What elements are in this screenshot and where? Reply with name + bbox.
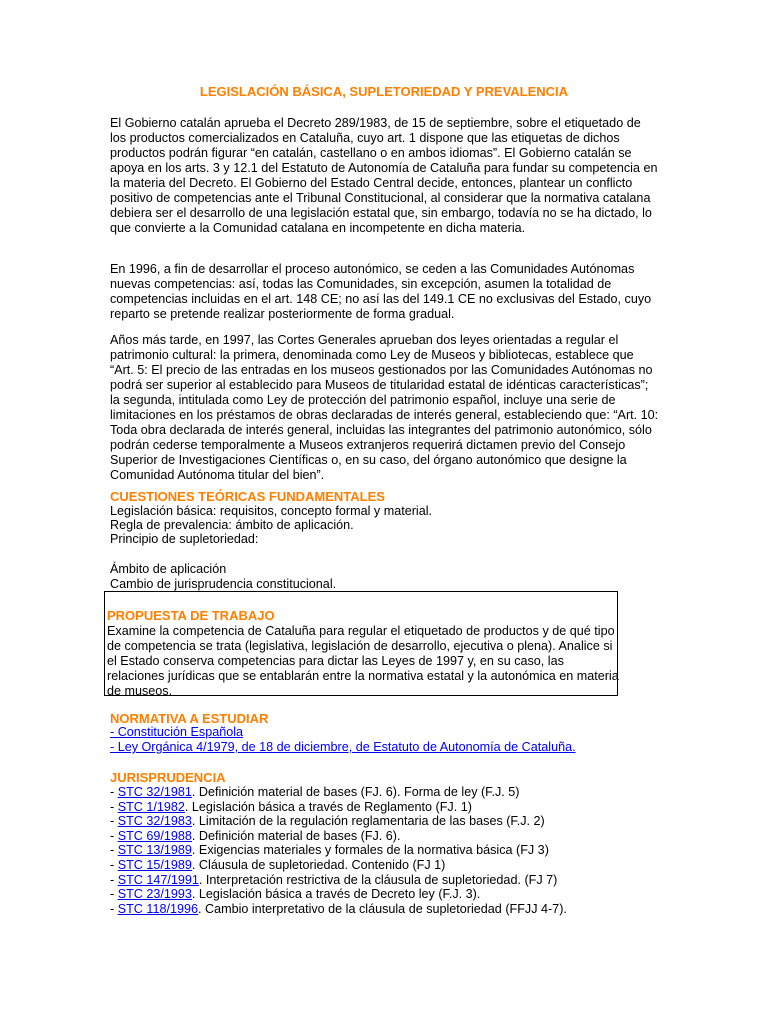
stc-link[interactable]: STC 15/1989 <box>117 857 192 872</box>
list-item <box>110 887 567 902</box>
list-bullet: - <box>110 814 118 829</box>
normativa-link-constitucion[interactable] <box>110 725 243 740</box>
list-item <box>110 873 567 888</box>
stc-link[interactable]: STC 69/1988 <box>117 828 192 843</box>
cuestiones-heading: CUESTIONES TEÓRICAS FUNDAMENTALES <box>110 489 385 504</box>
list-bullet: - <box>110 872 118 887</box>
list-bullet: - <box>110 828 118 843</box>
paragraph-1997: Años más tarde, en 1997, las Cortes Generales aprueban dos leyes orientadas a regular el patrimonio cultural: la primera, denominada como Ley de Museos y bibliotecas, establece que “Art. 5: El precio de las entradas en los museos gestionados por las Comunidades Autónomas no podrá ser superior al establecido para Museos de titularidad estatal de idénticas características”; la segunda, intitulada como Ley de protección del patrimonio español, incluye una serie de limitaciones en los préstamos de obras declaradas de interés general, estableciendo que: “Art. 10: Toda obra declarada de interés general, incluidas las integrantes del patrimonio autonómico, sólo podrán cederse temporalmente a Museos extranjeros requerirá dictamen previo del Consejo Superior de Investigaciones Científicas o, en su caso, del órgano autonómico que designe la Comunidad Autónoma titular del bien”. <box>110 333 659 482</box>
stc-description: . Limitación de la regulación reglamentaria de las bases (F.J. 2) <box>191 814 545 829</box>
list-item <box>110 902 567 917</box>
stc-description: . Cambio interpretativo de la cláusula de supletoriedad (FFJJ 4-7). <box>197 901 567 916</box>
list-item <box>110 814 567 829</box>
stc-description: . Cláusula de supletoriedad. Contenido (FJ 1) <box>191 857 446 872</box>
cuestion-item: Legislación básica: requisitos, concepto formal y material. <box>110 504 432 518</box>
list-item <box>110 843 567 858</box>
cuestion-subitem: Ámbito de aplicación <box>110 562 227 576</box>
constitucion-link[interactable]: - Constitución Española <box>110 725 244 739</box>
list-bullet: - <box>110 887 118 902</box>
list-bullet: - <box>110 857 118 872</box>
estatuto-link[interactable]: - Ley Orgánica 4/1979, de 18 de diciembre, de Estatuto de Autonomía de Cataluña. <box>110 740 576 754</box>
list-item <box>110 785 567 800</box>
propuesta-text: Examine la competencia de Cataluña para regular el etiquetado de productos y de qué tipo de competencia se trata (legislativa, legislación de desarrollo, ejecutiva o plena). Analice si el Estado conserva competencias para dictar las Leyes de 1997 y, en su caso, las relaciones jurídicas que se entablarán entre la normativa estatal y la autonómica en materia de museos. <box>107 624 619 698</box>
list-item <box>110 858 567 873</box>
propuesta-box <box>104 591 618 696</box>
list-bullet: - <box>110 799 118 814</box>
stc-description: . Interpretación restrictiva de la cláusula de supletoriedad. (FJ 7) <box>198 872 558 887</box>
stc-link[interactable]: STC 32/1981 <box>117 785 192 799</box>
jurisprudencia-heading: JURISPRUDENCIA <box>110 770 226 785</box>
normativa-link-estatuto[interactable] <box>110 740 576 755</box>
stc-link[interactable]: STC 32/1983 <box>117 814 192 829</box>
document-title: LEGISLACIÓN BÁSICA, SUPLETORIEDAD Y PREVALENCIA <box>199 84 569 99</box>
normativa-heading: NORMATIVA A ESTUDIAR <box>110 711 269 726</box>
paragraph-1996: En 1996, a fin de desarrollar el proceso autonómico, se ceden a las Comunidades Autónomas nuevas competencias: así, todas las Comunidades, sin excepción, asumen la totalidad de competencias incluidas en el art. 148 CE; no así las del 149.1 CE no exclusivas del Estado, cuyo reparto se pretende realizar posteriormente de forma gradual. <box>110 262 652 321</box>
paragraph-decreto: El Gobierno catalán aprueba el Decreto 289/1983, de 15 de septiembre, sobre el etiquetado de los productos comercializados en Cataluña, cuyo art. 1 dispone que las etiquetas de dichos productos podrán figurar “en catalán, castellano o en ambos idiomas”. El Gobierno catalán se apoya en los arts. 3 y 12.1 del Estatuto de Autonomía de Cataluña para fundar su competencia en la materia del Decreto. El Gobierno del Estado Central decide, entonces, plantear un conflicto positivo de competencias ante el Tribunal Constitucional, al considerar que la normativa catalana debiera ser el desarrollo de una legislación estatal que, sin embargo, todavía no se ha dictado, lo que convierte a la Comunidad catalana en incompetente en dicha materia. <box>110 116 658 235</box>
stc-description: . Legislación básica a través de Reglamento (FJ. 1) <box>184 799 472 814</box>
stc-link[interactable]: STC 23/1993 <box>117 887 192 902</box>
propuesta-heading: PROPUESTA DE TRABAJO <box>107 608 275 623</box>
list-item <box>110 829 567 844</box>
stc-description: . Legislación básica a través de Decreto ley (F.J. 3). <box>191 887 481 902</box>
list-bullet: - <box>110 785 118 799</box>
cuestion-item: Regla de prevalencia: ámbito de aplicación. <box>110 518 354 532</box>
stc-description: . Definición material de bases (FJ. 6). Forma de ley (F.J. 5) <box>191 785 520 799</box>
stc-description: . Definición material de bases (FJ. 6). <box>191 828 401 843</box>
cuestion-subitem: Cambio de jurisprudencia constitucional. <box>110 577 337 591</box>
stc-link[interactable]: STC 13/1989 <box>117 843 192 858</box>
stc-link[interactable]: STC 118/1996 <box>117 901 198 916</box>
list-item <box>110 800 567 815</box>
list-bullet: - <box>110 901 118 916</box>
list-bullet: - <box>110 843 118 858</box>
stc-link[interactable]: STC 1/1982 <box>117 799 185 814</box>
stc-link[interactable]: STC 147/1991 <box>117 872 199 887</box>
stc-description: . Exigencias materiales y formales de la normativa básica (FJ 3) <box>191 843 549 858</box>
cuestion-item: Principio de supletoriedad: <box>110 532 259 546</box>
jurisprudencia-list <box>110 785 567 916</box>
